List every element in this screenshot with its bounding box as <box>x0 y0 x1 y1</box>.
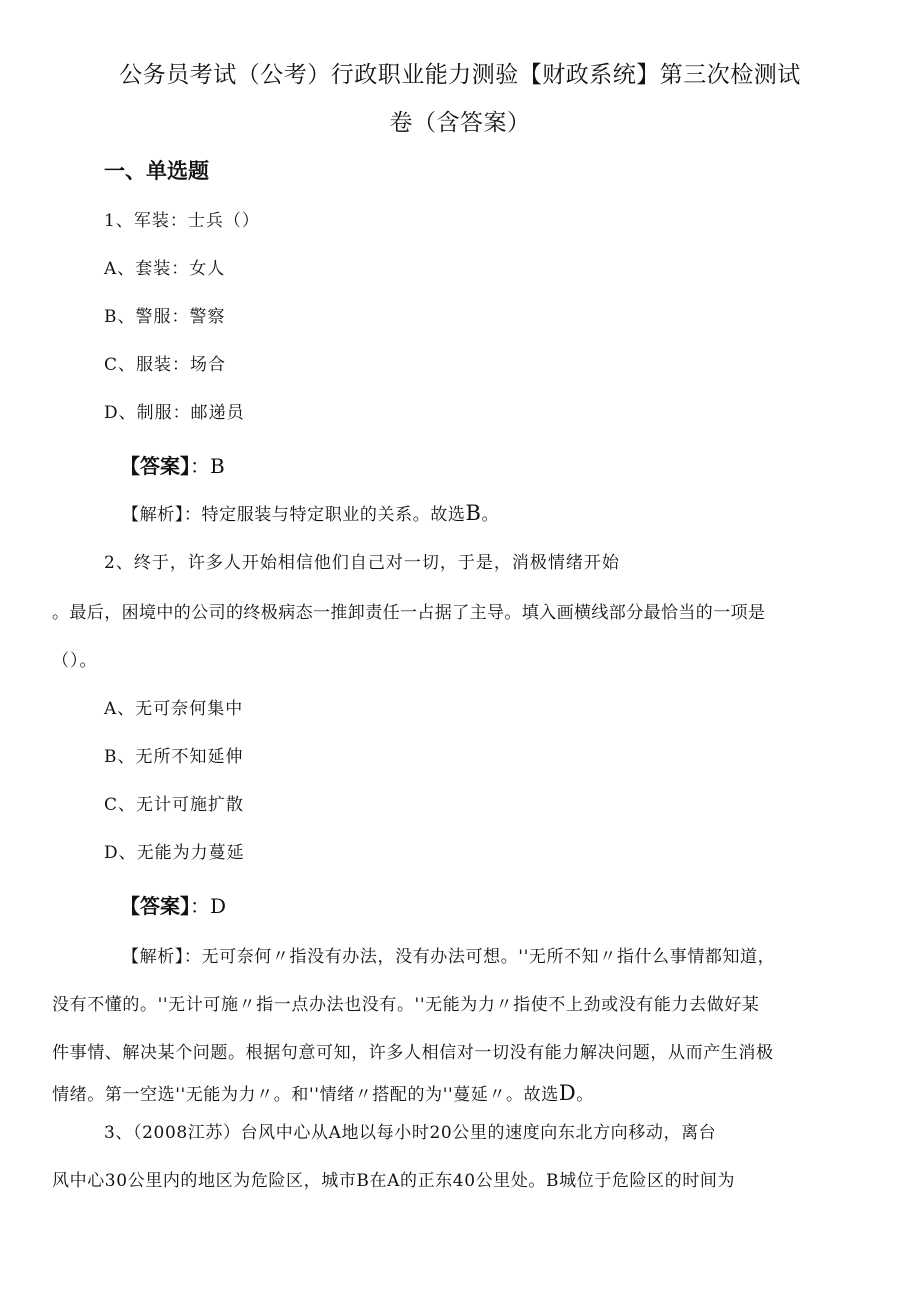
q2-explanation-letter: D <box>558 1081 577 1105</box>
q3-stem-line2: 风中心30公里内的地区为危险区，城市B在A的正东40公里处。B城位于危险区的时间为 <box>52 1171 736 1191</box>
q1-stem: 1、军装：士兵（） <box>104 211 260 231</box>
q2-option-b: B、无所不知延伸 <box>104 747 244 767</box>
q2-answer <box>120 890 226 919</box>
q1-option-a: A、套装：女人 <box>104 259 226 279</box>
q2-stem-line3: （）。 <box>52 651 98 671</box>
q2-stem-line2: 。最后，困境中的公司的终极病态一推卸责任一占据了主导。填入画横线部分最恰当的一项是 <box>52 603 766 623</box>
q1-answer <box>120 450 225 479</box>
q1-explanation-end: 。 <box>481 505 500 525</box>
q2-option-a: A、无可奈何集中 <box>104 699 244 719</box>
q1-answer-label: 【答案】 <box>120 454 190 478</box>
q1-explanation-letter: B <box>465 501 482 525</box>
q1-option-d: D、制服：邮递员 <box>104 403 245 423</box>
document-title-line1: 公务员考试（公考）行政职业能力测验【财政系统】第三次检测试 <box>119 62 801 88</box>
q1-option-c: C、服装：场合 <box>104 355 227 375</box>
q1-option-b: B、警服：警察 <box>104 307 226 327</box>
q2-explanation-line2: 没有不懂的。''无计可施〃指一点办法也没有。''无能为力〃指使不上劲或没有能力去做好某 <box>52 995 760 1015</box>
q1-answer-value: ：B <box>190 454 225 478</box>
q2-answer-value: ：D <box>190 894 227 918</box>
q2-explanation-text: 情绪。第一空选''无能为力〃。和''情绪〃搭配的为''蔓延〃。故选 <box>52 1085 559 1105</box>
q2-explanation-line1: 【解析】：无可奈何〃指没有办法，没有办法可想。''无所不知〃指什么事情都知道， <box>122 947 776 967</box>
q2-explanation-line3: 件事情、解决某个问题。根据句意可知，许多人相信对一切没有能力解决问题，从而产生消极 <box>52 1043 774 1063</box>
q2-option-d: D、无能为力蔓延 <box>104 843 245 863</box>
section-heading: 一、单选题 <box>104 159 209 183</box>
q2-stem-line1: 2、终于，许多人开始相信他们自己对一切，于是，消极情绪开始 <box>104 553 620 573</box>
q2-explanation-end: 。 <box>576 1085 594 1105</box>
document-title-line2: 卷（含答案） <box>389 110 531 136</box>
q3-stem-line1: 3、（2008江苏）台风中心从A地以每小时20公里的速度向东北方向移动，离台 <box>104 1123 717 1143</box>
q1-explanation-text: 【解析】：特定服装与特定职业的关系。故选 <box>122 505 466 525</box>
q2-option-c: C、无计可施扩散 <box>104 795 245 815</box>
q1-explanation <box>122 500 499 525</box>
q2-explanation-line4 <box>52 1080 594 1105</box>
q2-answer-label: 【答案】 <box>120 894 190 918</box>
